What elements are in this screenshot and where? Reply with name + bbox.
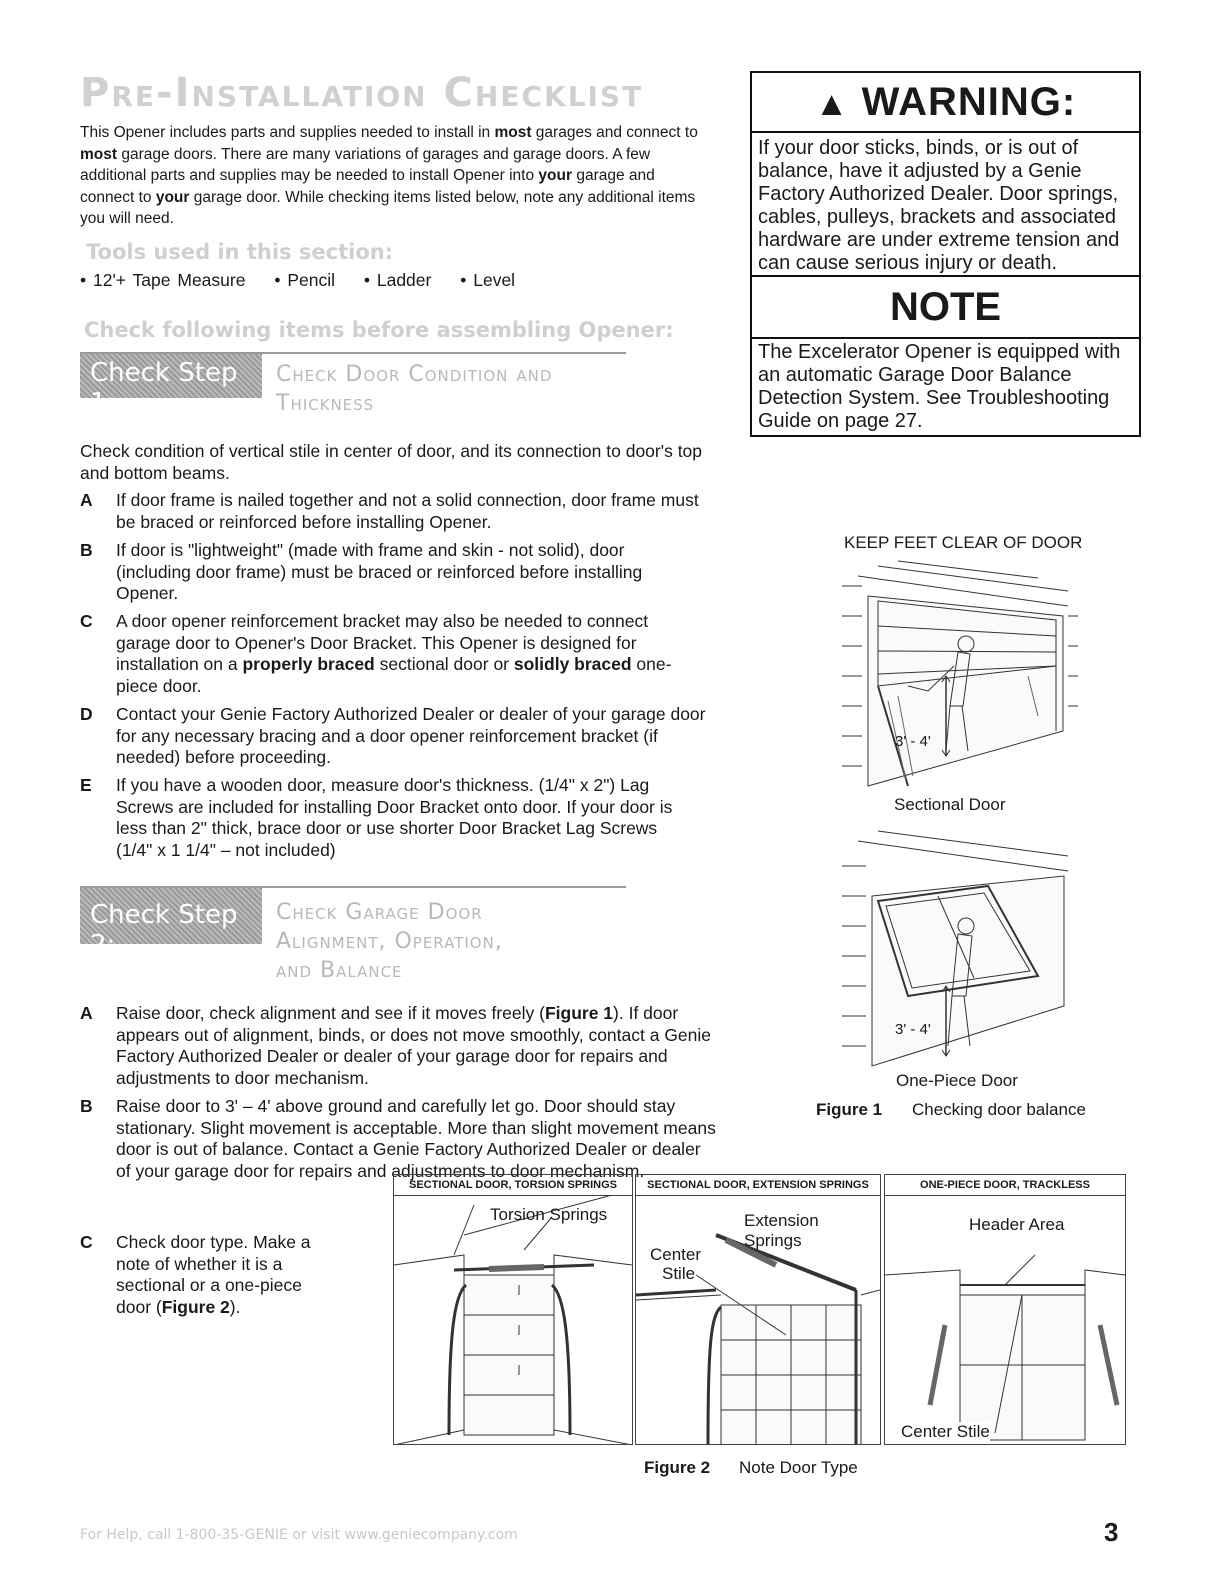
tool-item: • Level (460, 270, 516, 290)
tools-list (80, 270, 537, 291)
note-heading: NOTE (752, 275, 1139, 339)
panel-extension (635, 1174, 881, 1445)
step1-title: Check Door Condition and Thickness (276, 362, 553, 416)
torsion-door-drawing (394, 1195, 632, 1444)
onepiece-measure: 3' - 4' (895, 1021, 931, 1038)
warning-box (750, 71, 1141, 437)
tool-item: • Pencil (274, 270, 335, 290)
page-title: Pre-Installation Checklist (80, 70, 644, 116)
center-stile-label: Center Stile (901, 1422, 990, 1441)
panel-header: ONE-PIECE DOOR, TRACKLESS (885, 1175, 1125, 1196)
figure2-label: Figure 2 (644, 1458, 711, 1477)
center-label: Center (650, 1245, 702, 1264)
sectional-door-figure (838, 556, 1078, 796)
step1-label: Check Step 1: (80, 354, 262, 398)
sectional-measure: 3' - 4' (895, 733, 931, 750)
figure2-caption: Note Door Type (739, 1458, 858, 1477)
step2-title: Check Garage Door Alignment, Operation, and Balance (276, 900, 503, 983)
warning-triangle-icon: ▲ (814, 85, 850, 123)
sectional-door-caption: Sectional Door (894, 795, 1006, 814)
panel-header: SECTIONAL DOOR, EXTENSION SPRINGS (636, 1175, 880, 1196)
intro-paragraph: This Opener includes parts and supplies needed to install in most garages and connect to most garage doors. There are many variations of garages and garage doors. A few additional parts and supplies may be needed to install Opener into your garage and connect to your garage door. While checking items listed below, note any additional items you will need. (80, 124, 698, 227)
panel-torsion (393, 1174, 633, 1445)
figure1-caption: Checking door balance (912, 1100, 1086, 1119)
header-area-label: Header Area (969, 1215, 1065, 1234)
panel-trackless (884, 1174, 1126, 1445)
one-piece-door-figure (838, 826, 1078, 1072)
page-number: 3 (1104, 1517, 1119, 1547)
extension-springs-label: Extension Springs (744, 1211, 819, 1250)
figure1-label: Figure 1 (816, 1100, 883, 1119)
tools-heading: Tools used in this section: (86, 240, 394, 264)
panel-header: SECTIONAL DOOR, TORSION SPRINGS (394, 1175, 632, 1196)
check-heading: Check following items before assembling Opener: (84, 318, 674, 342)
stile-label: Stile (662, 1264, 696, 1283)
tool-item: • 12'+ Tape Measure (80, 270, 246, 290)
footer-help: For Help, call 1-800-35-GENIE or visit www.geniecompany.com (80, 1527, 518, 1543)
step2-label: Check Step 2: (80, 888, 262, 944)
warning-heading: ▲ WARNING: (752, 73, 1139, 133)
warning-text: If your door sticks, binds, or is out of balance, have it adjusted by a Genie Factory Authorized Dealer. Door springs, cables, pulleys, brackets and associated hardware are under extreme tension and can cause serious injury or death. (758, 137, 1120, 274)
tool-item: • Ladder (363, 270, 432, 290)
keep-feet-label: KEEP FEET CLEAR OF DOOR (844, 533, 1083, 552)
step1-intro: Check condition of vertical stile in center of door, and its connection to door's top and bottom beams. (80, 441, 703, 483)
note-text: The Excelerator Opener is equipped with an automatic Garage Door Balance Detection System. See Troubleshooting Guide on page 27. (758, 341, 1121, 432)
torsion-springs-label: Torsion Springs (490, 1205, 608, 1224)
one-piece-door-caption: One-Piece Door (896, 1071, 1018, 1090)
